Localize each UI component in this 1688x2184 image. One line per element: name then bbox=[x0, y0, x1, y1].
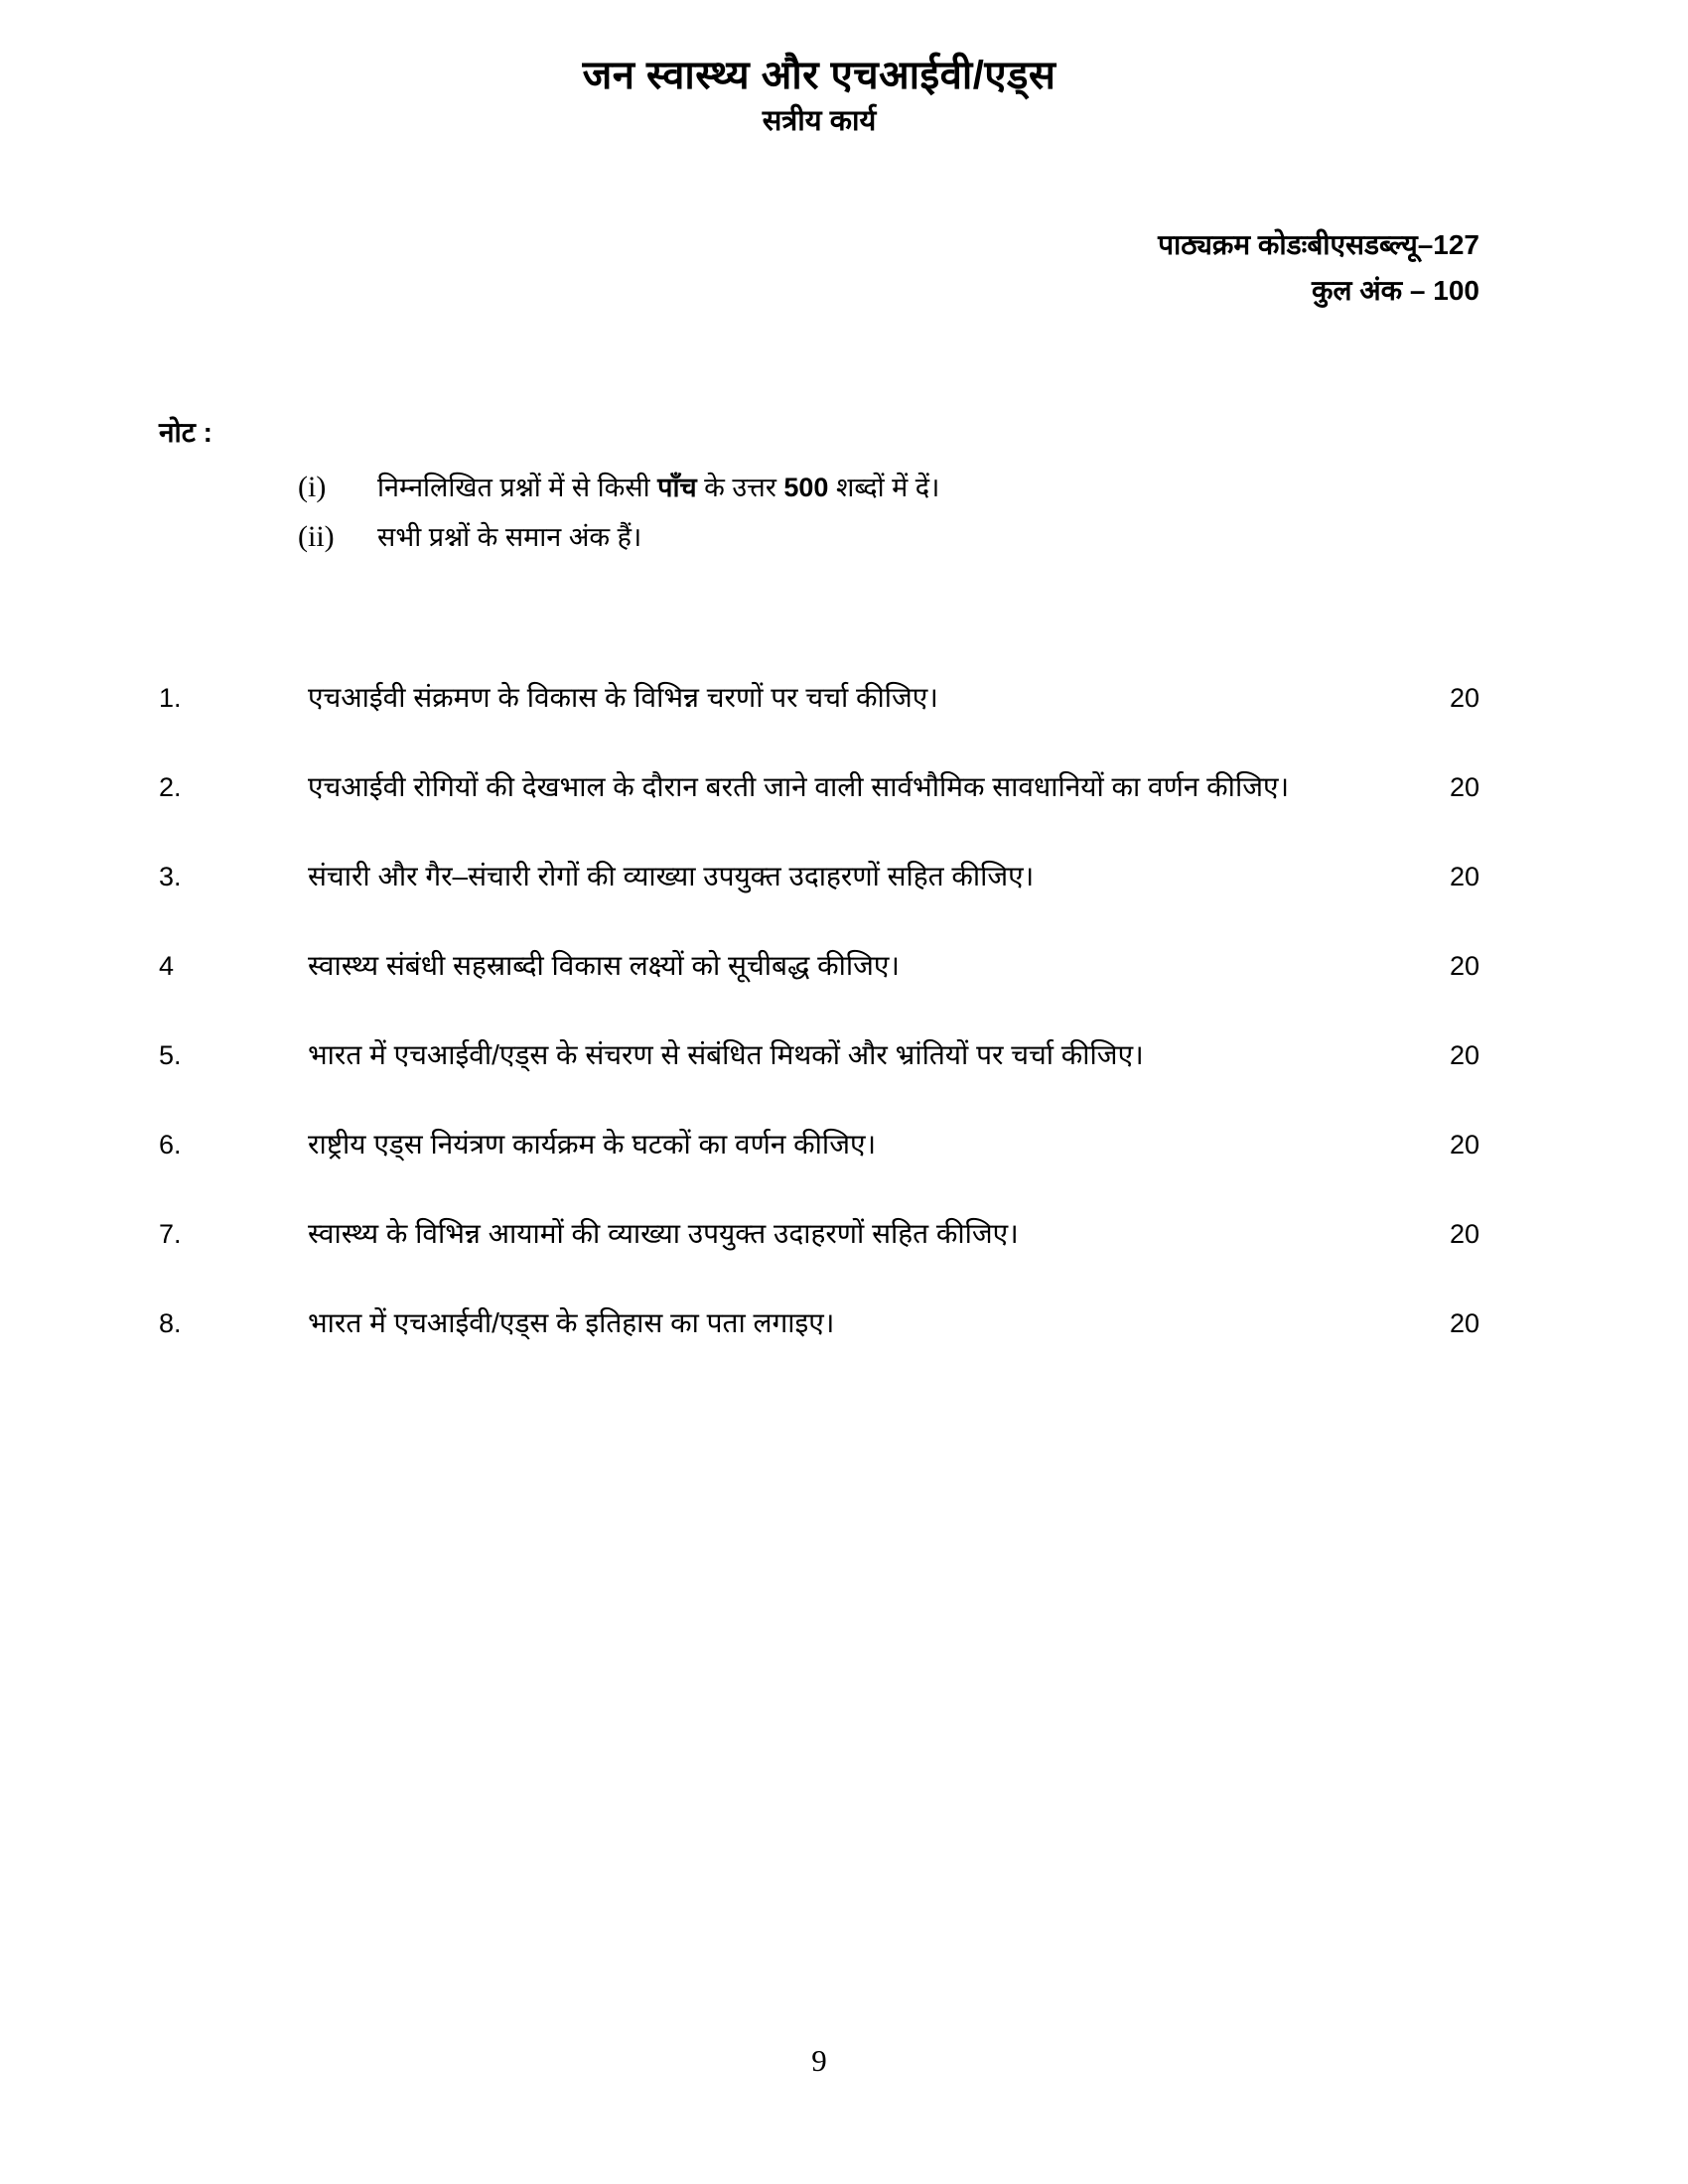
question-6-text: राष्ट्रीय एड्स नियंत्रण कार्यक्रम के घटकों का वर्णन कीजिए। bbox=[308, 1129, 877, 1160]
question-list bbox=[159, 673, 1479, 1348]
question-2-marks: 20 bbox=[1449, 772, 1479, 802]
note-item-2 bbox=[159, 512, 1479, 562]
note-item-2-text: सभी प्रश्नों के समान अंक हैं। bbox=[377, 522, 642, 552]
question-row-4 bbox=[159, 941, 1479, 991]
total-marks-line: कुल अंक – 100 bbox=[1311, 275, 1479, 306]
question-row-5 bbox=[159, 1030, 1479, 1080]
course-meta-block bbox=[159, 222, 1479, 314]
question-6-number: 6. bbox=[159, 1130, 182, 1160]
question-4-marks: 20 bbox=[1449, 951, 1479, 981]
note-item-1-text bbox=[377, 463, 939, 512]
question-7-text: स्वास्थ्य के विभिन्न आयामों की व्याख्या उपयुक्त उदाहरणों सहित कीजिए। bbox=[308, 1218, 1019, 1249]
question-row-6 bbox=[159, 1120, 1479, 1169]
question-3-marks: 20 bbox=[1449, 862, 1479, 891]
question-row-3 bbox=[159, 852, 1479, 901]
question-row-7 bbox=[159, 1209, 1479, 1259]
note-item-1-bold-number: 500 bbox=[783, 473, 829, 502]
question-8-number: 8. bbox=[159, 1308, 182, 1338]
question-row-1 bbox=[159, 673, 1479, 723]
note-items bbox=[159, 463, 1479, 562]
question-3-text: संचारी और गैर–संचारी रोगों की व्याख्या उपयुक्त उदाहरणों सहित कीजिए। bbox=[308, 861, 1035, 891]
question-row-8 bbox=[159, 1298, 1479, 1348]
question-row-2 bbox=[159, 762, 1479, 812]
question-8-text: भारत में एचआईवी/एड्स के इतिहास का पता लगाइए। bbox=[308, 1307, 835, 1338]
page-title: जन स्वास्थ्य और एचआईवी/एड्स bbox=[582, 54, 1056, 97]
question-7-number: 7. bbox=[159, 1219, 182, 1249]
note-item-1-text-post: शब्दों में दें। bbox=[828, 473, 940, 502]
question-5-marks: 20 bbox=[1449, 1040, 1479, 1070]
question-6-marks: 20 bbox=[1449, 1130, 1479, 1160]
page-number: 9 bbox=[811, 2043, 827, 2078]
course-code-line: पाठ्यक्रम कोडःबीएसडब्ल्यू–127 bbox=[1158, 229, 1479, 260]
note-item-1-numeral: (i) bbox=[298, 471, 327, 503]
question-1-text: एचआईवी संक्रमण के विकास के विभिन्न चरणों पर चर्चा कीजिए। bbox=[308, 682, 938, 713]
note-section bbox=[159, 413, 1479, 562]
question-4-text: स्वास्थ्य संबंधी सहस्राब्दी विकास लक्ष्यों को सूचीबद्ध कीजिए। bbox=[308, 950, 901, 981]
question-4-number: 4 bbox=[159, 951, 175, 981]
note-item-1 bbox=[159, 463, 1479, 512]
question-1-marks: 20 bbox=[1449, 683, 1479, 713]
question-5-number: 5. bbox=[159, 1040, 182, 1070]
note-item-1-text-pre: निम्नलिखित प्रश्नों में से किसी bbox=[377, 473, 658, 502]
note-item-1-bold-word: पाँच bbox=[657, 473, 697, 502]
question-5-text: भारत में एचआईवी/एड्स के संचरण से संबंधित मिथकों और भ्रांतियों पर चर्चा कीजिए। bbox=[308, 1039, 1144, 1070]
question-1-number: 1. bbox=[159, 683, 182, 713]
document-header bbox=[159, 52, 1479, 141]
note-label: नोट : bbox=[159, 417, 213, 448]
question-2-number: 2. bbox=[159, 772, 182, 802]
page-subtitle: सत्रीय कार्य bbox=[762, 105, 877, 137]
question-8-marks: 20 bbox=[1449, 1308, 1479, 1338]
question-3-number: 3. bbox=[159, 862, 182, 891]
note-item-2-numeral: (ii) bbox=[298, 520, 335, 553]
note-item-1-text-mid: के उत्तर bbox=[696, 473, 784, 502]
question-7-marks: 20 bbox=[1449, 1219, 1479, 1249]
question-2-text: एचआईवी रोगियों की देखभाल के दौरान बरती जाने वाली सार्वभौमिक सावधानियों का वर्णन कीजिए। bbox=[308, 771, 1290, 802]
